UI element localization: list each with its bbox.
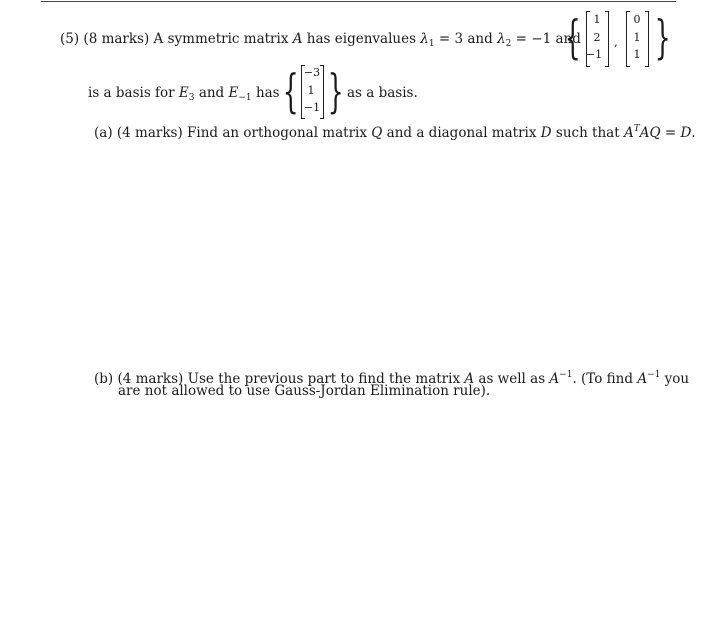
as-basis-text: as a basis. [347,85,418,101]
right-brace-2: } [327,64,344,118]
has-text: has [255,85,280,101]
left-brace: { [564,10,581,64]
vec1-entry-1: 1 [593,13,601,26]
vec2-entry-3: 1 [633,48,641,61]
part-b-text1: Use the previous part to find the matrix [187,371,461,387]
part-b-inverse-1: −1 [559,370,573,380]
part-b-a2: A [549,371,560,387]
eq-equals: = [664,125,677,141]
problem-line-2 [88,85,280,106]
problem-intro: A symmetric matrix [153,31,289,47]
eigen-text: has eigenvalues [306,31,416,47]
part-b-text2: as well as [478,371,546,387]
part-b-inverse-2: −1 [647,370,661,380]
q-symbol: Q [371,125,383,141]
vec3-entry-3: −1 [303,101,321,114]
em1-subscript: −1 [238,93,252,103]
eq-a: A [623,125,634,141]
part-b-a: A [464,371,475,387]
eq-aq: AQ [639,125,661,141]
part-b-label: (b) [94,371,114,387]
lambda1-value: = 3 and [438,31,493,47]
lambda2-value: = −1 and [515,31,581,47]
vector-comma: , [614,35,618,49]
eq-transpose: T [633,124,640,134]
matrix-symbol: A [292,31,303,47]
vec3-entry-2: 1 [307,84,315,97]
d-symbol: D [540,125,552,141]
em1-symbol: E [228,85,239,101]
right-brace: } [654,10,671,64]
problem-line-1 [60,31,581,52]
and-text: and [198,85,225,101]
vec2-entry-2: 1 [633,31,641,44]
e3-symbol: E [178,85,189,101]
lambda2-symbol: λ [497,31,506,47]
part-a-text2: and a diagonal matrix [386,125,537,141]
eq-d: D [680,125,692,141]
lambda1-subscript: 1 [428,39,435,49]
part-b-line-2: are not allowed to use Gauss-Jordan Elimination rule). [118,383,491,399]
lambda1-symbol: λ [420,31,429,47]
part-b-text3: . (To find [572,371,634,387]
part-b-text4: you [664,371,690,387]
part-b-a3: A [637,371,648,387]
vec3-entry-1: −3 [303,66,321,79]
problem-number: (5) [60,31,80,47]
e3-subscript: 3 [188,93,195,103]
line2-prefix: is a basis for [88,85,175,101]
lambda2-subscript: 2 [505,39,512,49]
left-brace-2: { [282,64,299,118]
part-b-marks: (4 marks) [117,371,184,387]
top-rule [41,1,676,2]
part-a [94,121,696,141]
problem-marks: (8 marks) [83,31,150,47]
part-a-marks: (4 marks) [116,125,183,141]
part-a-text1: Find an orthogonal matrix [187,125,367,141]
vec1-entry-2: 2 [593,31,601,44]
part-a-label: (a) [94,125,113,141]
vec1-entry-3: −1 [585,48,603,61]
part-a-text3: such that [555,125,620,141]
vec2-entry-1: 0 [633,13,641,26]
eq-period: . [691,125,696,141]
